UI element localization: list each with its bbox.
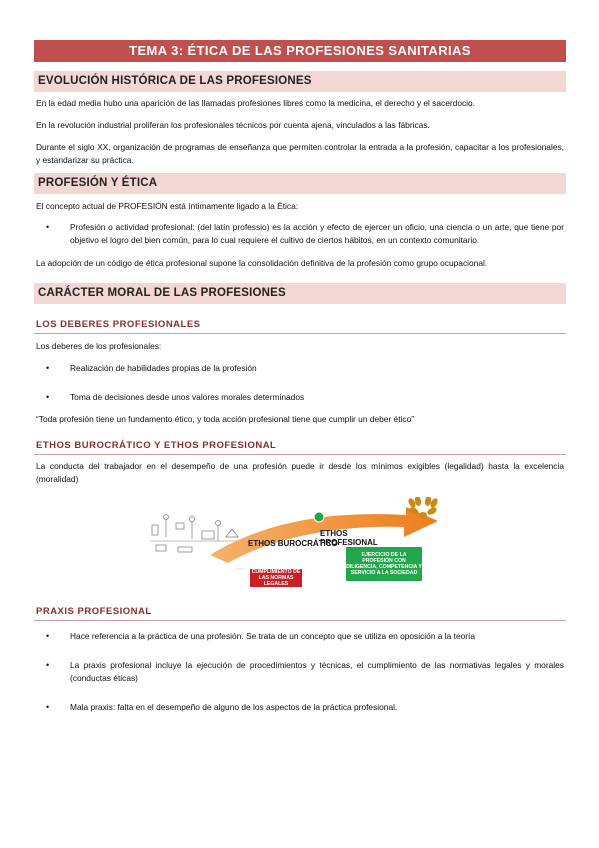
label-ethos-burocratico: ETHOS BUROCRÁTICO — [248, 539, 338, 548]
bullet-list-praxis — [34, 630, 566, 714]
list-item: • Mala praxis: falta en el desempeño de alguno de los aspectos de la práctica profesional. — [70, 701, 566, 714]
box-ejercicio-profesion: EJERCICIO DE LA PROFESIÓN CON DILIGENCIA, COMPETENCIA Y SERVICIO A LA SOCIEDAD — [346, 547, 422, 581]
list-item: • Hace referencia a la práctica de una profesión. Se trata de un concepto que se utiliza en oposición a la teoría — [70, 630, 566, 643]
ethos-profesional-marker — [314, 512, 324, 522]
subheading-ethos: ETHOS BUROCRÁTICO Y ETHOS PROFESIONAL — [34, 440, 566, 455]
subheading-praxis: PRAXIS PROFESIONAL — [34, 606, 566, 621]
paragraph-conducta-trabajador: La conducta del trabajador en el desempeño de una profesión puede ir desde los mínimos exigibles (legalidad) hasta la excelencia (moralidad) — [36, 461, 564, 484]
quote-fundamento-etico: “Toda profesión tiene un fundamento ético, y toda acción profesional tiene que cumplir un deber ético” — [36, 414, 415, 424]
document-title: TEMA 3: ÉTICA DE LAS PROFESIONES SANITARIAS — [34, 40, 566, 62]
subheading-deberes: LOS DEBERES PROFESIONALES — [34, 319, 566, 334]
document-page — [34, 40, 566, 714]
paragraph-codigo-etica: La adopción de un código de ética profesional supone la consolidación definitiva de la profesión como grupo ocupacional. — [36, 258, 488, 268]
paragraph-concepto-profesion: El concepto actual de PROFESIÓN está íntimamente ligado a la Ética: — [36, 201, 299, 211]
bullet-list-profesion — [34, 221, 566, 247]
bullet-list-deberes — [34, 362, 566, 404]
paragraph-edad-media: En la edad media hubo una aparición de las llamadas profesiones libres como la medicina, el derecho y el sacerdocio. — [36, 98, 476, 108]
list-item: • Profesión o actividad profesional: (del latín professio) es la acción y efecto de ejercer un oficio, una ciencia o un arte, que tiene por objetivo el logro del bien común, para lo cual requiere el cultivo de ciertos hábitos, en un contexto comunitario. — [70, 221, 566, 247]
paragraph-revolucion-industrial: En la revolución industrial proliferan los profesionales técnicos por cuenta ajena, vinculados a las fábricas. — [36, 120, 430, 130]
list-item: • Toma de decisiones desde unos valores morales determinados — [70, 391, 566, 404]
paragraph-siglo-xx: Durante el siglo XX, organización de programas de enseñanza que permiten controlar la entrada a la profesión, capacitar a los profesionales, y estandarizar su práctica. — [36, 142, 564, 165]
section-heading-profesion-etica: PROFESIÓN Y ÉTICA — [34, 173, 566, 194]
section-heading-caracter-moral: CARÁCTER MORAL DE LAS PROFESIONES — [34, 283, 566, 304]
list-item: • La praxis profesional incluye la ejecución de procedimientos y técnicas, el cumplimiento de las normativas legales y morales (conductas éticas) — [70, 659, 566, 685]
ethos-infographic — [148, 497, 444, 587]
label-ethos-profesional: ETHOS PROFESIONAL — [320, 529, 378, 547]
paragraph-deberes-intro: Los deberes de los profesionales: — [36, 341, 162, 351]
box-cumplimiento-normas: CUMPLIMIENTO DE LAS NORMAS LEGALES — [251, 568, 301, 588]
section-heading-evolucion: EVOLUCIÓN HISTÓRICA DE LAS PROFESIONES — [34, 71, 566, 92]
list-item: • Realización de habilidades propias de la profesión — [70, 362, 566, 375]
